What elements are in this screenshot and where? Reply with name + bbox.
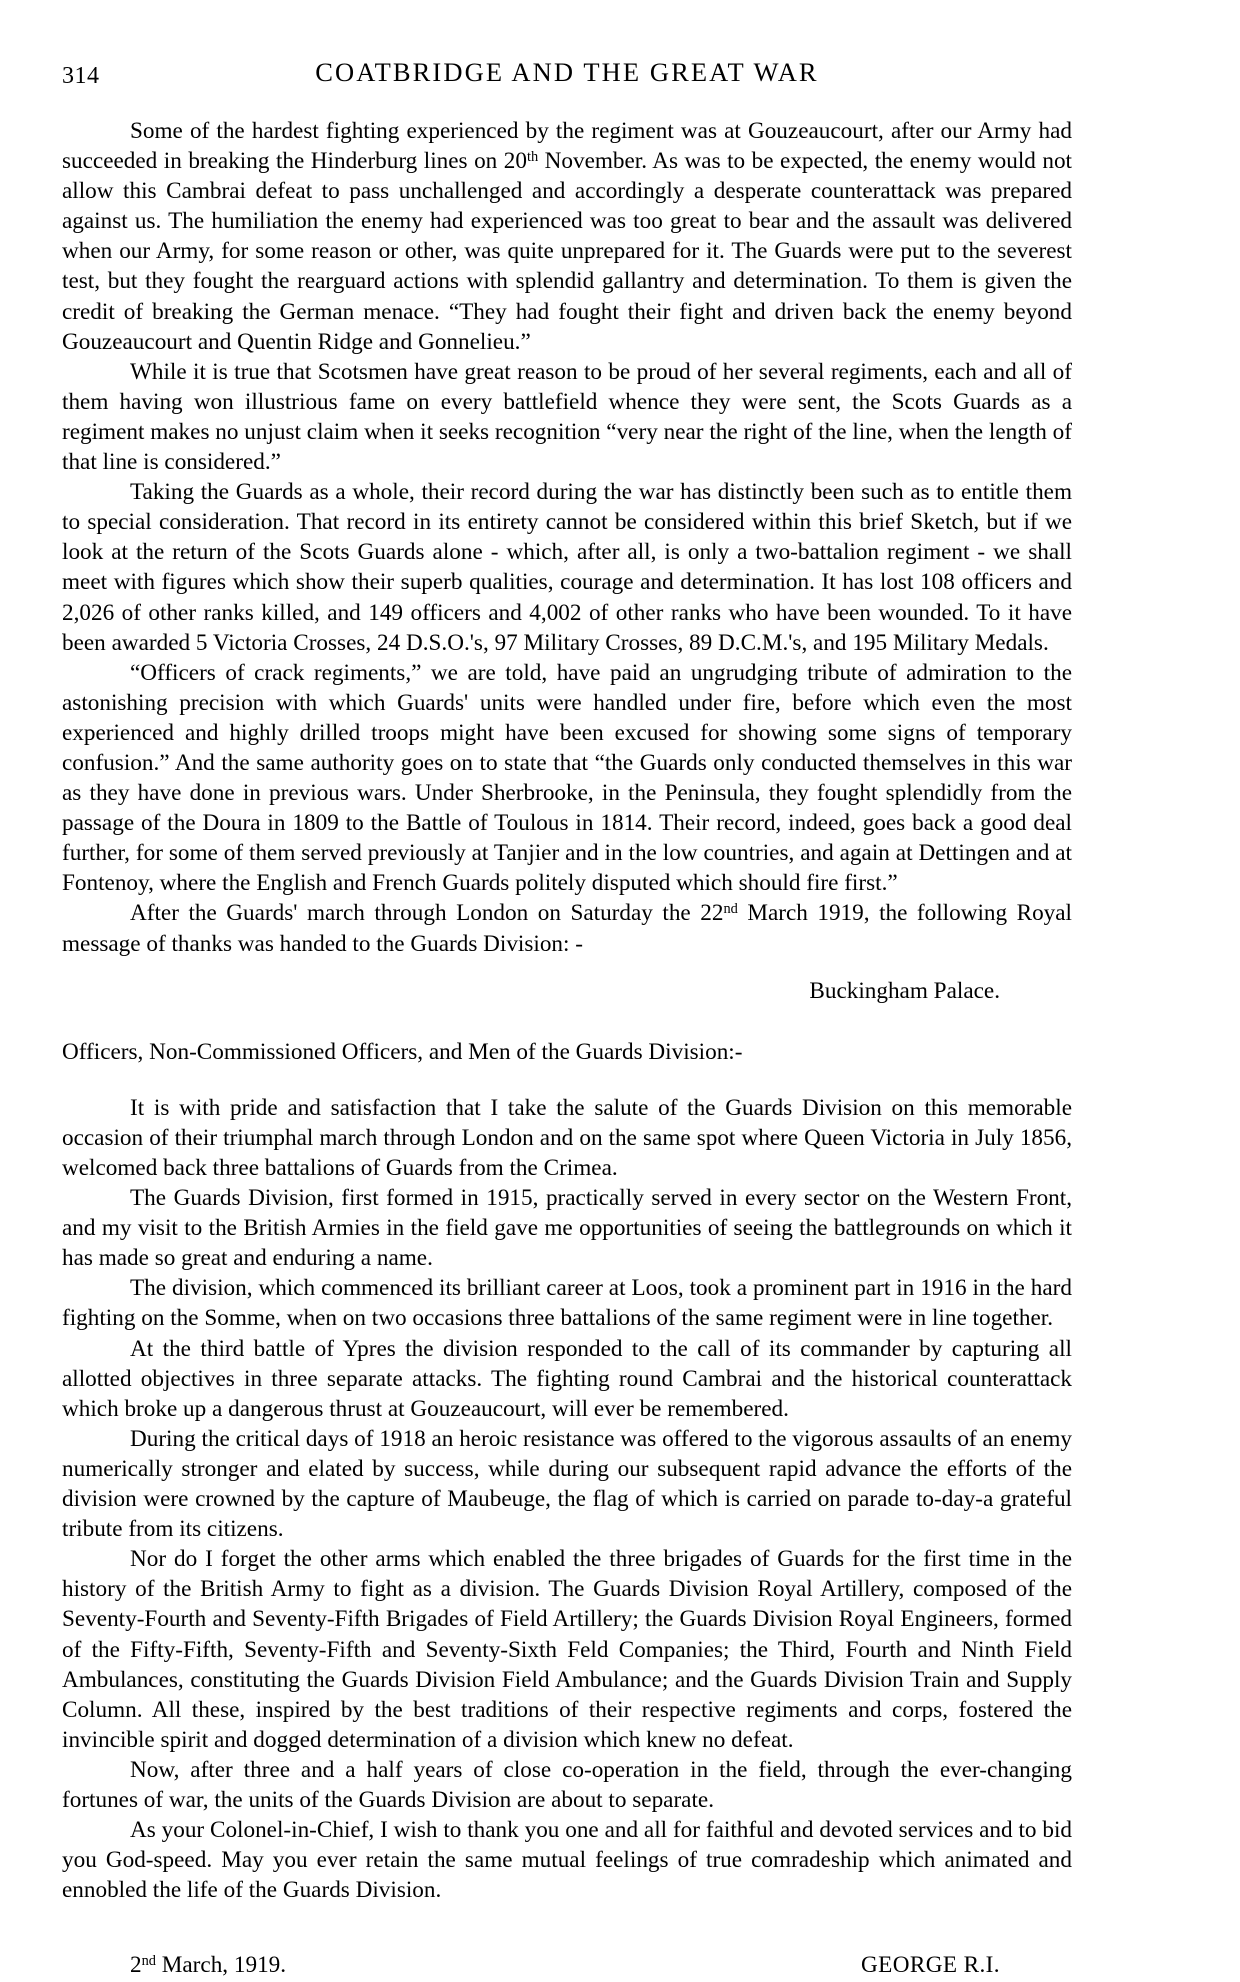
- ordinal-suffix-20th: th: [526, 149, 539, 166]
- message-paragraph-8: As your Colonel-in-Chief, I wish to thank you one and all for faithful and devoted services and to bid you God-speed. May you ever retain the same mutual feelings of true comradeship which animated and ennobled the life of the Guards Division.: [62, 1817, 1072, 1904]
- body-text: [62, 116, 1072, 1982]
- ordinal-suffix-2nd: nd: [141, 1953, 156, 1970]
- paragraph-2: While it is true that Scotsmen have great reason to be proud of her several regiments, each and all of them having won illustrious fame on every battlefield whence they were sent, the Scots Guards as a regiment makes no unjust claim when it seeks recognition “very near the right of the line, when the length of that line is considered.”: [62, 358, 1072, 476]
- paragraph-1-text-b: November. As was to be expected, the enemy would not allow this Cambrai defeat to pass unchallenged and accordingly a desperate counterattack was prepared against us. The humiliation the enemy had experienced was too great to bear and the assault was delivered when our Army, for some reason or other, was quite unprepared for it. The Guards were put to the severest test, but they fought the rearguard actions with splendid gallantry and determination. To them is given the credit of breaking the German menace. “They had fought their fight and driven back the enemy beyond Gouzeaucourt and Quentin Ridge and Gonnelieu.”: [62, 148, 1072, 355]
- paragraph-4: “Officers of crack regiments,” we are told, have paid an ungrudging tribute of admiration to the astonishing precision with which Guards' units were handled under fire, before which even the most experienced and highly drilled troops might have been excused for showing some signs of temporary confusion.” And the same authority goes on to state that “the Guards only conducted themselves in this war as they have done in previous wars. Under Sherbrooke, in the Peninsula, they fought splendidly from the passage of the Doura in 1809 to the Battle of Toulous in 1814. Their record, indeed, goes back a good deal further, for some of them served previously at Tanjier and in the low countries, and again at Dettingen and at Fontenoy, where the English and French Guards politely disputed which should fire first.”: [62, 659, 1072, 897]
- message-paragraph-4: At the third battle of Ypres the division responded to the call of its commander by capturing all allotted objectives in three separate attacks. The fighting round Cambrai and the historical counterattack which broke up a dangerous thrust at Gouzeaucourt, will ever be remembered.: [62, 1335, 1072, 1422]
- paragraph-1: [62, 116, 1072, 357]
- signature-date-rest: March, 1919.: [155, 1952, 287, 1979]
- page-number: 314: [62, 63, 100, 89]
- paragraph-3: Taking the Guards as a whole, their record during the war has distinctly been such as to entitle them to special consideration. That record in its entirety cannot be considered within this brief Sketch, but if we look at the return of the Scots Guards alone - which, after all, is only a two-battalion regiment - we shall meet with figures which show their superb qualities, courage and determination. It has lost 108 officers and 2,026 of other ranks killed, and 149 officers and 4,002 of other ranks who have been wounded. To it have been awarded 5 Victoria Crosses, 24 D.S.O.'s, 97 Military Crosses, 89 D.C.M.'s, and 195 Military Medals.: [62, 479, 1072, 656]
- signature-name: GEORGE R.I.: [860, 1952, 1000, 1979]
- running-head: [62, 58, 1072, 110]
- ordinal-suffix-22nd: nd: [723, 901, 738, 918]
- paragraph-5-text-b: March 1919, the following Royal message of thanks was handed to the Guards Division: -: [62, 900, 1072, 957]
- message-paragraph-3: The division, which commenced its brilliant career at Loos, took a prominent part in 1916 in the hard fighting on the Somme, when on two occasions three battalions of the same regiment were in line together.: [62, 1275, 1072, 1332]
- salutation: Officers, Non-Commissioned Officers, and Men of the Guards Division:-: [62, 1038, 743, 1065]
- paragraph-5-text-a: After the Guards' march through London on Saturday the 22: [130, 900, 724, 927]
- signature-date: [130, 1950, 286, 1980]
- spacer: [62, 1067, 1072, 1093]
- message-paragraph-2: The Guards Division, first formed in 1915, practically served in every sector on the Western Front, and my visit to the British Armies in the field gave me opportunities of seeing the battlegrounds on which it has made so great and enduring a name.: [62, 1185, 1072, 1272]
- page-content: [62, 0, 1072, 1982]
- message-paragraph-5: During the critical days of 1918 an heroic resistance was offered to the vigorous assaults of an enemy numerically stronger and elated by success, while during our subsequent rapid advance the efforts of the division were crowned by the capture of Maubeuge, the flag of which is carried on parade to-day-a grateful tribute from its citizens.: [62, 1425, 1072, 1543]
- signature-row: [62, 1950, 1072, 1982]
- message-paragraph-6: Nor do I forget the other arms which enabled the three brigades of Guards for the first time in the history of the British Army to fight as a division. The Guards Division Royal Artillery, composed of the Seventy-Fourth and Seventy-Fifth Brigades of Field Artillery; the Guards Division Royal Engineers, formed of the Fifty-Fifth, Seventy-Fifth and Seventy-Sixth Feld Companies; the Third, Fourth and Ninth Field Ambulances, constituting the Guards Division Field Ambulance; and the Guards Division Train and Supply Column. All these, inspired by the best traditions of their respective regiments and corps, fostered the invincible spirit and dogged determination of a division which knew no defeat.: [62, 1546, 1072, 1753]
- signature-date-day: 2: [130, 1952, 142, 1979]
- message-paragraph-1: It is with pride and satisfaction that I take the salute of the Guards Division on this memorable occasion of their triumphal march through London and on the same spot where Queen Victoria in July 1856, welcomed back three battalions of Guards from the Crimea.: [62, 1094, 1072, 1181]
- place-line: Buckingham Palace.: [809, 977, 1000, 1004]
- paragraph-1-text-a: Some of the hardest fighting experienced by the regiment was at Gouzeaucourt, after our Army had succeeded in breaking the Hinderburg lines on 20: [62, 118, 1072, 175]
- message-paragraph-7: Now, after three and a half years of close co-operation in the field, through the ever-changing fortunes of war, the units of the Guards Division are about to separate.: [62, 1756, 1072, 1813]
- paragraph-5: [62, 898, 1072, 958]
- book-title: COATBRIDGE AND THE GREAT WAR: [315, 57, 819, 87]
